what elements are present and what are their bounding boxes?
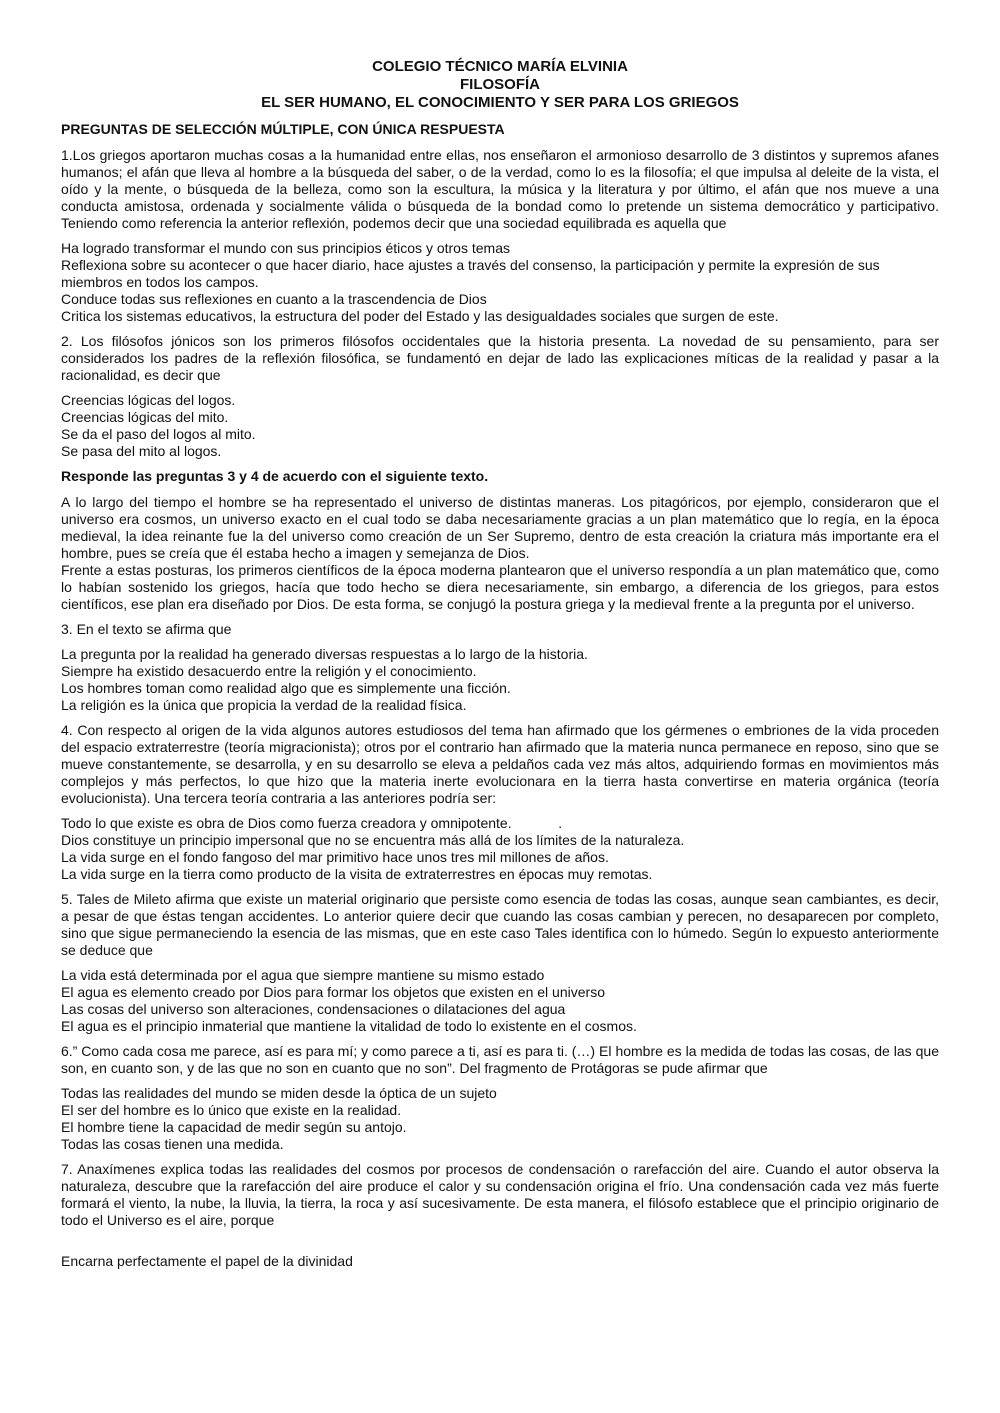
- question-7-text: 7. Anaxímenes explica todas las realidades del cosmos por procesos de condensación o rarefacción del aire. Cuando el autor observa la naturaleza, descubre que la rarefacción del aire produce el calor y su condensación origina el frío. Una condensación cada vez más fuerte formará el viento, la nube, la lluvia, la tierra, la roca y así sucesivamente. De esta manera, el filósofo establece que el principio originario de todo el Universo es el aire, porque: [61, 1161, 939, 1228]
- question-6-option[interactable]: El ser del hombre es lo único que existe en la realidad.: [61, 1102, 402, 1118]
- question-2-option[interactable]: Creencias lógicas del mito.: [61, 409, 229, 425]
- document-header: [61, 58, 939, 112]
- question-2-option[interactable]: Se pasa del mito al logos.: [61, 443, 222, 459]
- question-1-option[interactable]: Ha logrado transformar el mundo con sus principios éticos y otros temas: [61, 240, 510, 256]
- section-title: PREGUNTAS DE SELECCIÓN MÚLTIPLE, CON ÚNICA RESPUESTA: [61, 121, 505, 137]
- question-4-option[interactable]: La vida surge en el fondo fangoso del mar primitivo hace unos tres mil millones de años.: [61, 849, 609, 865]
- question-4-text: 4. Con respecto al origen de la vida algunos autores estudiosos del tema han afirmado que los gérmenes o embriones de la vida proceden del espacio extraterrestre (teoría migracionista); otros por el contrario han afirmado que la materia nunca permanece en reposo, sino que se mueve constantemente, se desarrolla, y en su desarrollo se eleva a peldaños cada vez más altos, adquiriendo formas en movimientos más complejos y más perfectos, lo que hizo que la materia inerte evolucionara en la tierra hasta convertirse en materia orgánica (teoría evolucionista). Una tercera teoría contraria a las anteriores podría ser:: [61, 722, 939, 806]
- question-3-option[interactable]: Siempre ha existido desacuerdo entre la religión y el conocimiento.: [61, 663, 477, 679]
- reading-paragraph-1: A lo largo del tiempo el hombre se ha representado el universo de distintas maneras. Los pitagóricos, por ejemplo, consideraron que el universo era cosmos, un universo exacto en el cual todo se daba necesariamente gracias a un plan matemático que lo regía, en la época medieval, la idea reinante fue la del universo como creación de un Ser Supremo, dentro de esta creación la criatura más importante era el hombre, pues se creía que él estaba hecho a imagen y semejanza de Dios.: [61, 494, 939, 561]
- question-5-text: 5. Tales de Mileto afirma que existe un material originario que persiste como esencia de todas las cosas, aunque sean cambiantes, es decir, a pesar de que éstas tengan accidentes. Lo anterior quiere decir que cuando las cosas cambian y perecen, no desaparecen por completo, sino que sigue permaneciendo la esencia de las mismas, que en este caso Tales identifica con lo húmedo. Según lo expuesto anteriormente se deduce que: [61, 891, 939, 958]
- question-6-text: 6.” Como cada cosa me parece, así es para mí; y como parece a ti, así es para ti. (…) El hombre es la medida de todas las cosas, de las que son, en cuanto son, y de las que no son en cuanto que no son”. Del fragmento de Protágoras se pude afirmar que: [61, 1043, 939, 1076]
- question-5-option[interactable]: Las cosas del universo son alteraciones, condensaciones o dilataciones del agua: [61, 1001, 566, 1017]
- reading-passage: [61, 494, 939, 613]
- reading-instruction: Responde las preguntas 3 y 4 de acuerdo con el siguiente texto.: [61, 468, 489, 484]
- question-6-option[interactable]: Todas las cosas tienen una medida.: [61, 1136, 284, 1152]
- question-1-text: 1.Los griegos aportaron muchas cosas a la humanidad entre ellas, nos enseñaron el armonioso desarrollo de 3 distintos y supremos afanes humanos; el afán que lleva al hombre a la búsqueda del saber, o de la verdad, como lo es la filosofía; el que impulsa al deleite de la vista, el oído y la mente, o búsqueda de la belleza, como son la escultura, la música y la literatura y por último, el afán que nos mueve a una conducta amistosa, ordenada y socialmente válida o búsqueda de la bondad como lo pretende un sistema democrático y participativo. Teniendo como referencia la anterior reflexión, podemos decir que una sociedad equilibrada es aquella que: [61, 147, 939, 231]
- question-7-option[interactable]: Encarna perfectamente el papel de la divinidad: [61, 1253, 353, 1269]
- question-5-option[interactable]: La vida está determinada por el agua que siempre mantiene su mismo estado: [61, 967, 545, 983]
- topic-title: EL SER HUMANO, EL CONOCIMIENTO Y SER PARA LOS GRIEGOS: [261, 94, 739, 111]
- question-4-options: [61, 815, 939, 883]
- spacer: [61, 1237, 939, 1253]
- question-4-option[interactable]: La vida surge en la tierra como producto de la visita de extraterrestres en épocas muy remotas.: [61, 866, 653, 882]
- question-2-options: [61, 392, 939, 460]
- question-1-option[interactable]: Critica los sistemas educativos, la estructura del poder del Estado y las desigualdades sociales que surgen de este.: [61, 308, 779, 324]
- question-1-option[interactable]: Conduce todas sus reflexiones en cuanto a la trascendencia de Dios: [61, 291, 487, 307]
- question-3-option[interactable]: Los hombres toman como realidad algo que es simplemente una ficción.: [61, 680, 511, 696]
- question-7-options: [61, 1253, 939, 1270]
- question-6-options: [61, 1085, 939, 1153]
- question-2-option[interactable]: Creencias lógicas del logos.: [61, 392, 236, 408]
- question-4-option[interactable]: Dios constituye un principio impersonal que no se encuentra más allá de los límites de la naturaleza.: [61, 832, 685, 848]
- question-6-option[interactable]: El hombre tiene la capacidad de medir según su antojo.: [61, 1119, 407, 1135]
- question-3-text: 3. En el texto se afirma que: [61, 621, 232, 637]
- question-2-option[interactable]: Se da el paso del logos al mito.: [61, 426, 256, 442]
- question-5-option[interactable]: El agua es elemento creado por Dios para formar los objetos que existen en el universo: [61, 984, 605, 1000]
- question-5-option[interactable]: El agua es el principio inmaterial que mantiene la vitalidad de todo lo existente en el cosmos.: [61, 1018, 637, 1034]
- worksheet-page: [61, 58, 939, 1278]
- question-1-option[interactable]: Reflexiona sobre su acontecer o que hacer diario, hace ajustes a través del consenso, la participación y permite la expresión de sus miembros en todos los campos.: [61, 257, 880, 290]
- question-3-options: [61, 646, 939, 714]
- question-2-text: 2. Los filósofos jónicos son los primeros filósofos occidentales que la historia presenta. La novedad de su pensamiento, para ser considerados los padres de la reflexión filosófica, se fundamentó en dejar de lado las explicaciones míticas de la realidad y pasar a la racionalidad, es decir que: [61, 333, 939, 383]
- question-5-options: [61, 967, 939, 1035]
- reading-paragraph-2: Frente a estas posturas, los primeros científicos de la época moderna plantearon que el universo respondía a un plan matemático que, como lo habían sostenido los griegos, hacía que todo hecho se diera necesariamente, sin embargo, a diferencia de los griegos, para estos científicos, ese plan era diseñado por Dios. De esta forma, se conjugó la postura griega y la medieval frente a la pregunta por el universo.: [61, 562, 939, 612]
- question-3-option[interactable]: La religión es la única que propicia la verdad de la realidad física.: [61, 697, 467, 713]
- subject-name: FILOSOFÍA: [460, 76, 540, 93]
- school-name: COLEGIO TÉCNICO MARÍA ELVINIA: [372, 58, 628, 75]
- question-6-option[interactable]: Todas las realidades del mundo se miden desde la óptica de un sujeto: [61, 1085, 497, 1101]
- question-1-options: [61, 240, 939, 325]
- question-4-option[interactable]: Todo lo que existe es obra de Dios como fuerza creadora y omnipotente. .: [61, 815, 563, 831]
- question-3-option[interactable]: La pregunta por la realidad ha generado diversas respuestas a lo largo de la historia.: [61, 646, 588, 662]
